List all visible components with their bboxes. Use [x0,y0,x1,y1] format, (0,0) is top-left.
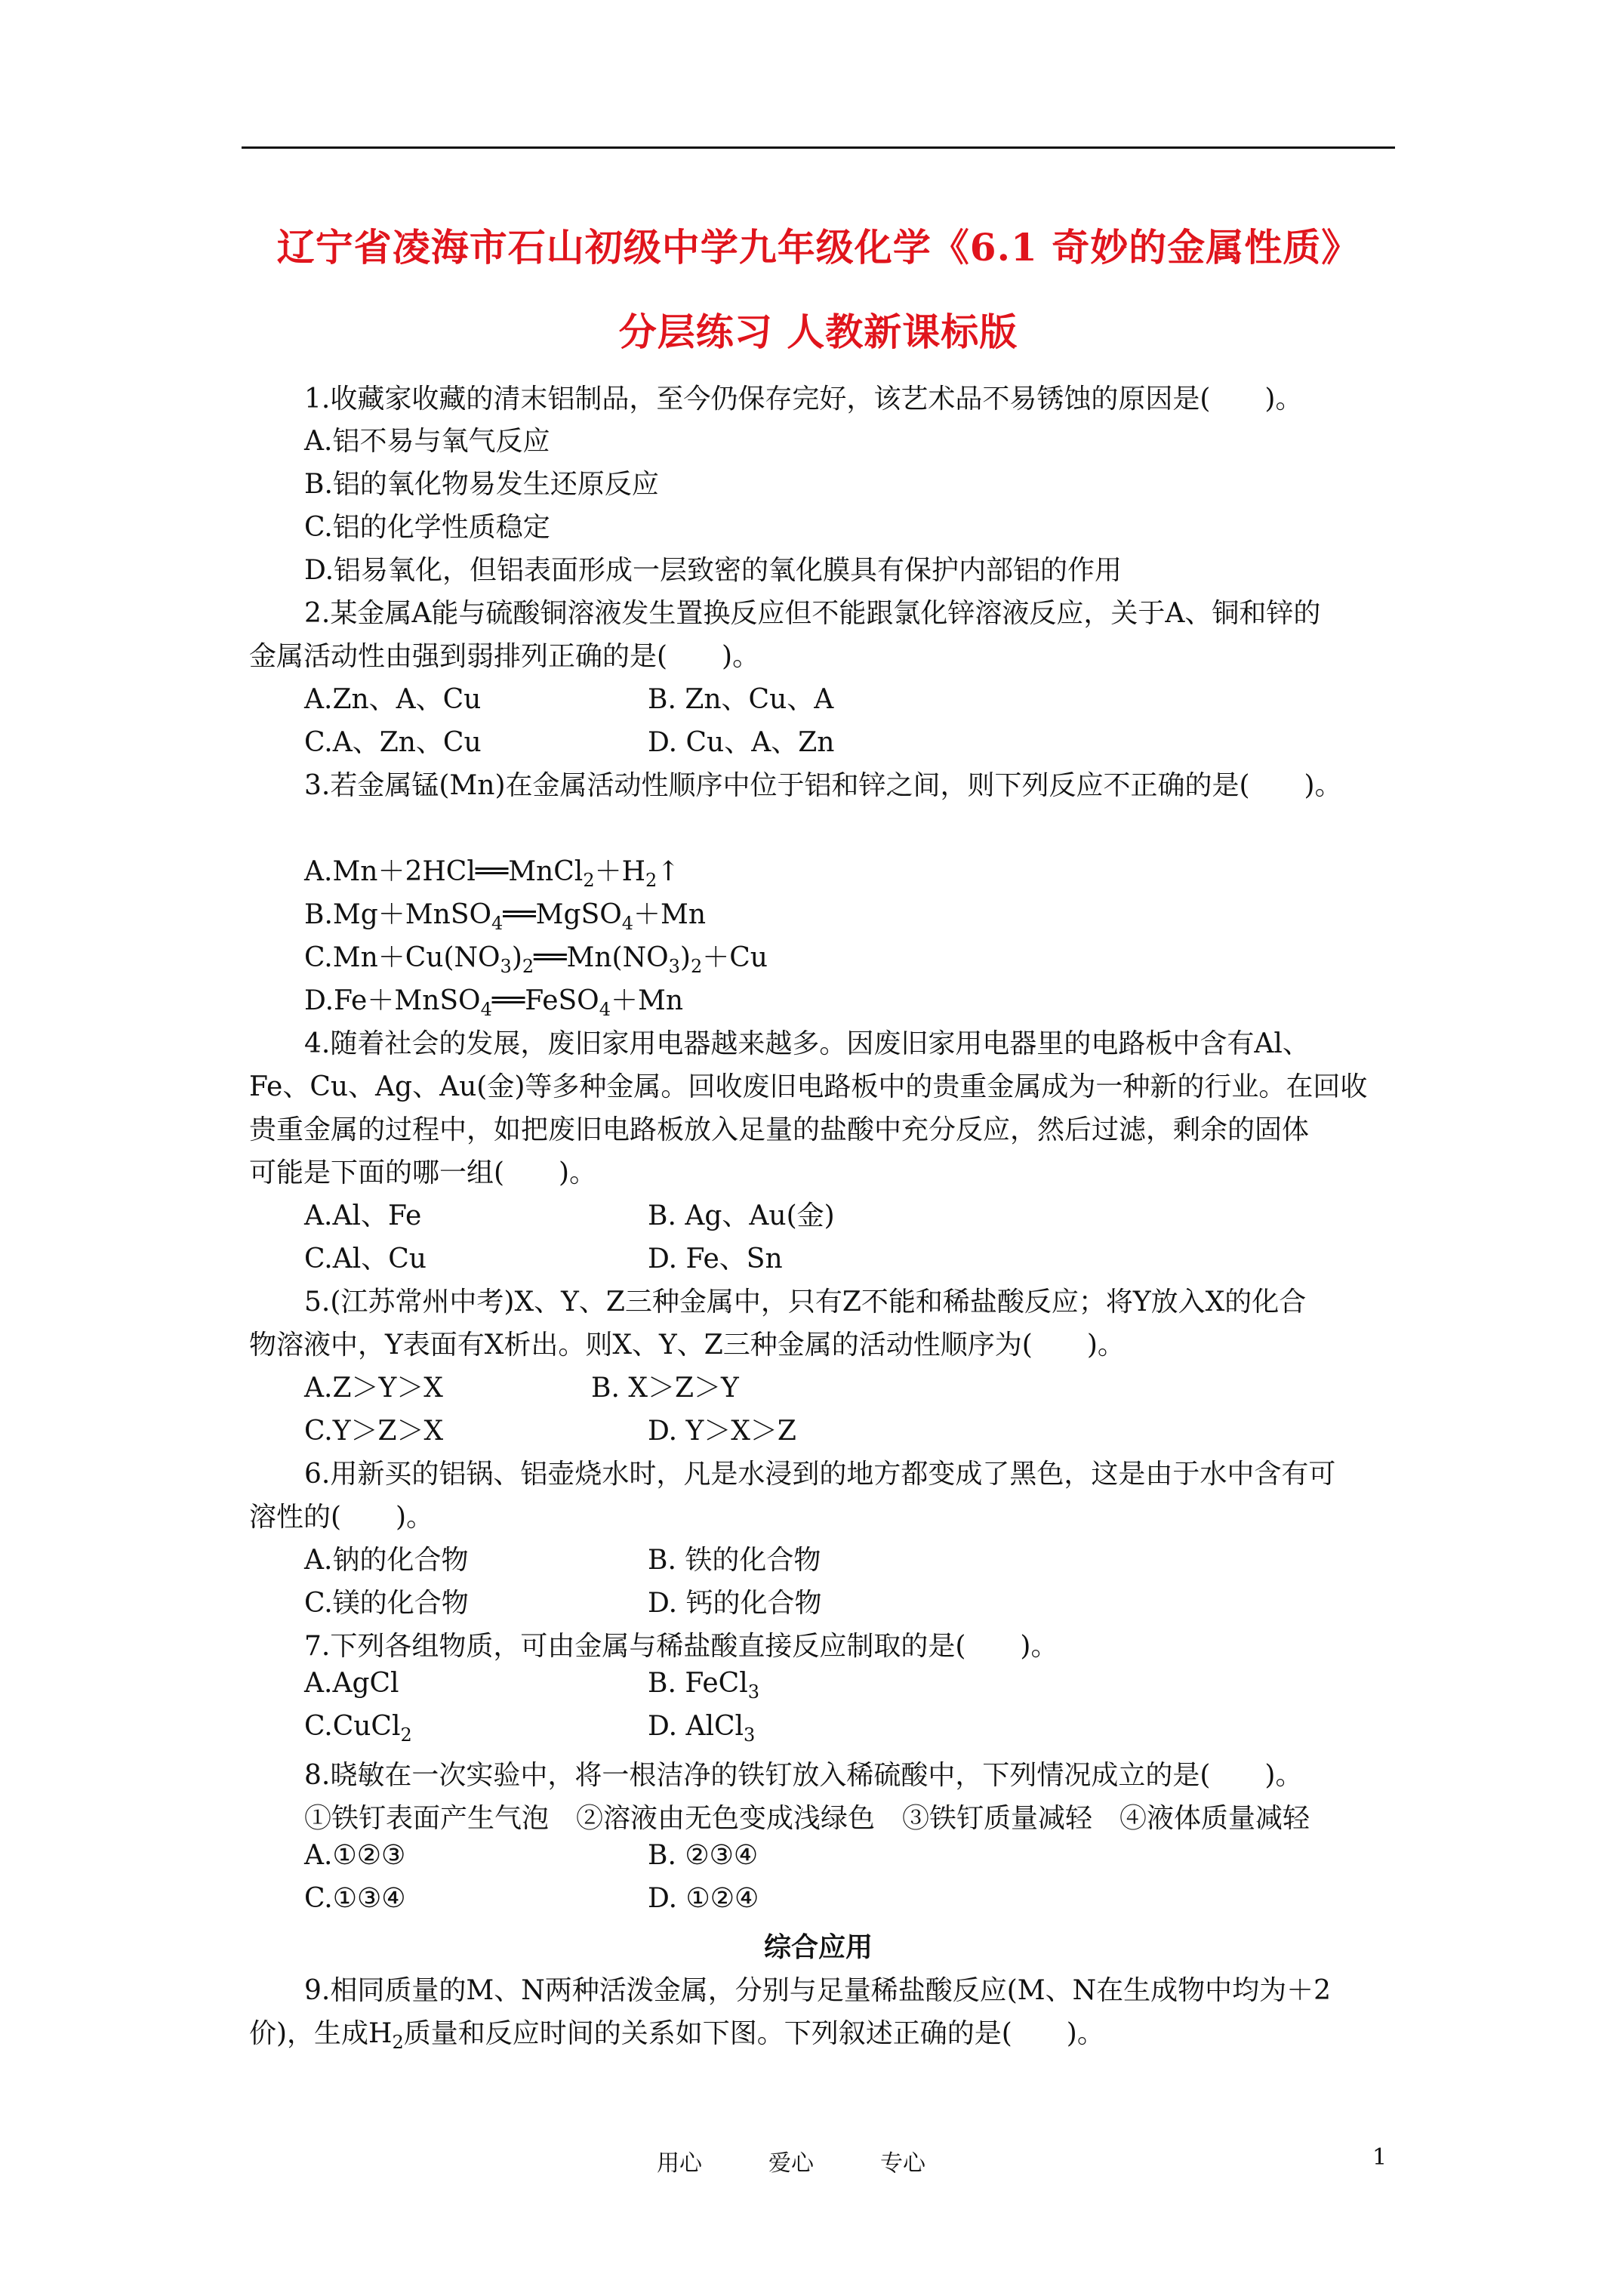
q4-option-c: C.Al、Cu [304,1244,427,1274]
q2-option-c: C.A、Zn、Cu [304,727,482,758]
q6-option-b: B. 铁的化合物 [648,1545,821,1576]
q5-option-d: D. Y＞X＞Z [648,1416,796,1447]
footer-motto-2: 爱心 [768,2150,814,2177]
q1-option-c: C.铝的化学性质稳定 [304,512,550,543]
q4-stem-4: 可能是下面的哪一组( )。 [249,1157,597,1188]
q9-stem-1: 9.相同质量的M、N两种活泼金属，分别与足量稀盐酸反应(M、N在生成物中均为＋2 [304,1975,1332,2006]
page-number: 1 [1372,2144,1387,2171]
q8-option-a: A.①②③ [304,1840,406,1871]
q8-statements: ①铁钉表面产生气泡 ②溶液由无色变成浅绿色 ③铁钉质量减轻 ④液体质量减轻 [304,1803,1310,1834]
q2-stem-1: 2.某金属A能与硫酸铜溶液发生置换反应但不能跟氯化锌溶液反应，关于A、铜和锌的 [304,598,1321,629]
q3-option-d: D.Fe＋MnSO$_4$══FeSO$_4$＋Mn [304,985,684,1021]
q6-stem-2: 溶性的( )。 [249,1502,434,1533]
q7-option-d: D. AlCl$_3$ [648,1711,756,1746]
q4-stem-1: 4.随着社会的发展，废旧家用电器越来越多。因废旧家用电器里的电路板中含有Al、 [304,1028,1310,1059]
q1-option-a: A.铝不易与氧气反应 [304,426,550,457]
q3-option-c: $C.Mn+Cu(NO_3)_2══Mn(NO_3)_2+Cu$ [304,942,768,978]
q1-option-b: B.铝的氧化物易发生还原反应 [304,469,659,500]
q6-stem-1: 6.用新买的铝锅、铝壶烧水时，凡是水浸到的地方都变成了黑色，这是由于水中含有可 [304,1459,1336,1490]
q3-option-b: B.Mg＋MnSO$_4$══MgSO$_4$＋Mn [304,899,707,935]
section-title: 综合应用 [763,1931,873,1963]
q5-option-a: A.Z＞Y＞X [304,1373,443,1404]
q4-stem-3: 贵重金属的过程中，如把废旧电路板放入足量的盐酸中充分反应，然后过滤，剩余的固体 [249,1114,1310,1145]
q8-option-c: C.①③④ [304,1883,406,1914]
q4-option-a: A.Al、Fe [304,1200,422,1231]
document-title-line2: 分层练习 人教新课标版 [618,310,1018,354]
q2-stem-2: 金属活动性由强到弱排列正确的是( )。 [249,641,760,672]
q5-stem-1: 5.(江苏常州中考)X、Y、Z三种金属中，只有Z不能和稀盐酸反应；将Y放入X的化合 [304,1287,1307,1318]
header-rule [242,146,1395,149]
footer-motto-1: 用心 [657,2150,702,2177]
q4-option-d: D. Fe、Sn [648,1244,783,1274]
q9-stem-2: 价)，生成$H_2$质量和反应时间的关系如下图。下列叙述正确的是( )。 [249,2018,1104,2054]
q3-stem: 3.若金属锰(Mn)在金属活动性顺序中位于铝和锌之间，则下列反应不正确的是( )。 [304,770,1342,801]
q8-option-d: D. ①②④ [648,1883,759,1914]
q1-option-d: D.铝易氧化，但铝表面形成一层致密的氧化膜具有保护内部铝的作用 [304,555,1123,586]
q8-stem: 8.晓敏在一次实验中，将一根洁净的铁钉放入稀硫酸中，下列情况成立的是( )。 [304,1760,1303,1791]
q4-option-b: B. Ag、Au(金) [648,1200,835,1231]
q7-stem: 7.下列各组物质，可由金属与稀盐酸直接反应制取的是( )。 [304,1631,1058,1662]
q2-option-b: B. Zn、Cu、A [648,684,834,715]
q5-option-c: C.Y＞Z＞X [304,1416,444,1447]
q2-option-a: A.Zn、A、Cu [304,684,482,715]
q8-option-b: B. ②③④ [648,1840,759,1871]
q7-option-a: A.AgCl [304,1668,399,1699]
q5-option-b: B. X＞Z＞Y [591,1373,739,1404]
q7-option-b: B. FeCl$_3$ [648,1668,759,1703]
q4-stem-2: Fe、Cu、Ag、Au(金)等多种金属。回收废旧电路板中的贵重金属成为一种新的行业。在回收 [249,1071,1368,1102]
q3-option-a: $A.Mn+2HCl══MnCl_2+H_2↑$ [304,856,680,892]
q5-stem-2: 物溶液中，Y表面有X析出。则X、Y、Z三种金属的活动性顺序为( )。 [249,1330,1125,1361]
q7-option-c: C.CuCl$_2$ [304,1711,412,1746]
footer-motto-3: 专心 [880,2150,925,2177]
q6-option-d: D. 钙的化合物 [648,1588,822,1619]
document-title-line1: 辽宁省凌海市石山初级中学九年级化学《6.1 奇妙的金属性质》 [276,225,1360,270]
q6-option-c: C.镁的化合物 [304,1588,469,1619]
q6-option-a: A.钠的化合物 [304,1545,469,1576]
q2-option-d: D. Cu、A、Zn [648,727,835,758]
q1-stem: 1.收藏家收藏的清末铝制品，至今仍保存完好，该艺术品不易锈蚀的原因是( )。 [304,384,1303,415]
